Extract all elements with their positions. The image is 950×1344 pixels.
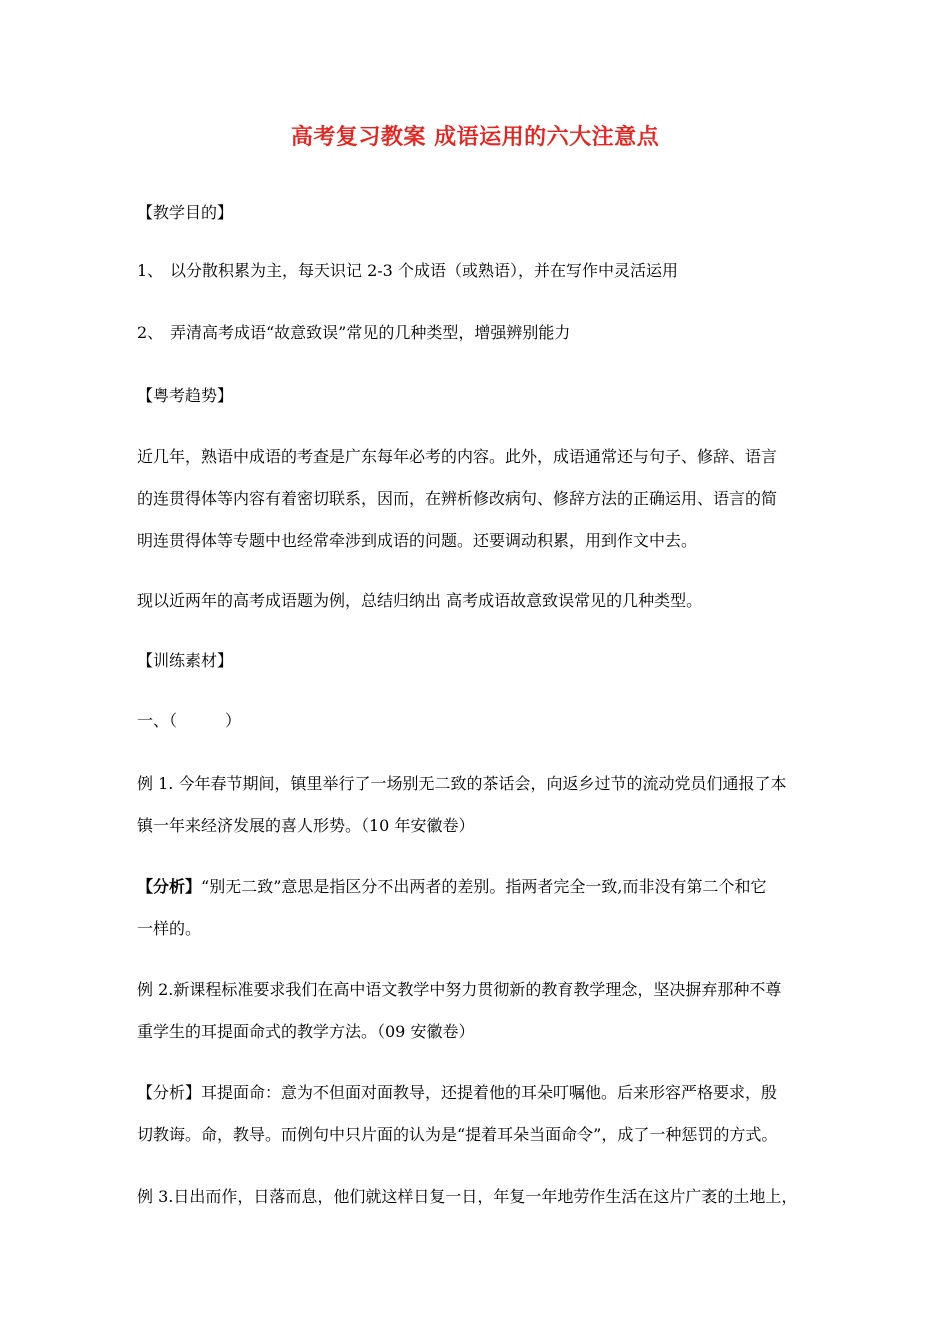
trend-summary: 现以近两年的高考成语题为例，总结归纳出 高考成语故意致误常见的几种类型。 <box>137 591 703 610</box>
trend-line: 明连贯得体等专题中也经常牵涉到成语的问题。还要调动积累，用到作文中去。 <box>137 531 698 550</box>
goal-item-1 <box>137 250 817 292</box>
analysis-2 <box>137 1072 817 1156</box>
document-title: 高考复习教案 成语运用的六大注意点 <box>290 124 660 150</box>
example-2-line: 例 2.新课程标准要求我们在高中语文教学中努力贯彻新的教育教学理念，坚决摒弃那种不尊 <box>137 980 782 999</box>
trend-line: 近几年，熟语中成语的考查是广东每年必考的内容。此外，成语通常还与句子、修辞、语言 <box>137 447 778 466</box>
analysis-1-line: “别无二致”意思是指区分不出两者的差别。指两者完全一致,而非没有第二个和它 <box>201 877 767 896</box>
material-heading: 【训练素材】 <box>137 651 234 670</box>
trend-heading: 【粤考趋势】 <box>137 386 234 405</box>
trend-paragraph <box>137 436 817 562</box>
analysis-2-line: 【分析】耳提面命：意为不但面对面教导，还提着他的耳朵叮嘱他。后来形容严格要求，殷 <box>137 1083 778 1102</box>
example-1-line: 镇一年来经济发展的喜人形势。（10 年安徽卷） <box>137 816 475 835</box>
example-3 <box>137 1176 817 1218</box>
example-3-line: 例 3.日出而作，日落而息，他们就这样日复一日，年复一年地劳作生活在这片广袤的土地上， <box>137 1187 798 1206</box>
goal-item-1-number: 1、 <box>137 261 164 280</box>
goal-item-2 <box>137 312 817 354</box>
trend-line: 的连贯得体等内容有着密切联系，因而，在辨析修改病句、修辞方法的正确运用、语言的简 <box>137 489 778 508</box>
analysis-1-line: 一样的。 <box>137 919 202 938</box>
analysis-2-line: 切教诲。命，教导。而例句中只片面的认为是“提着耳朵当面命令”，成了一种惩罚的方式。 <box>137 1125 778 1144</box>
analysis-1 <box>137 866 817 950</box>
example-1 <box>137 763 817 847</box>
goal-heading: 【教学目的】 <box>137 203 234 222</box>
goal-item-1-text: 以分散积累为主，每天识记 2-3 个成语（或熟语），并在写作中灵活运用 <box>170 261 678 280</box>
example-2-line: 重学生的耳提面命式的教学方法。（09 安徽卷） <box>137 1022 475 1041</box>
part-one-heading: 一、（ ） <box>137 711 242 730</box>
goal-item-2-number: 2、 <box>137 323 164 342</box>
example-2 <box>137 969 817 1053</box>
example-1-line: 例 1. 今年春节期间，镇里举行了一场别无二致的茶话会，向返乡过节的流动党员们通报了本 <box>137 774 787 793</box>
analysis-1-label: 【分析】 <box>137 877 202 896</box>
goal-item-2-text: 弄清高考成语“故意致误”常见的几种类型，增强辨别能力 <box>170 323 571 342</box>
